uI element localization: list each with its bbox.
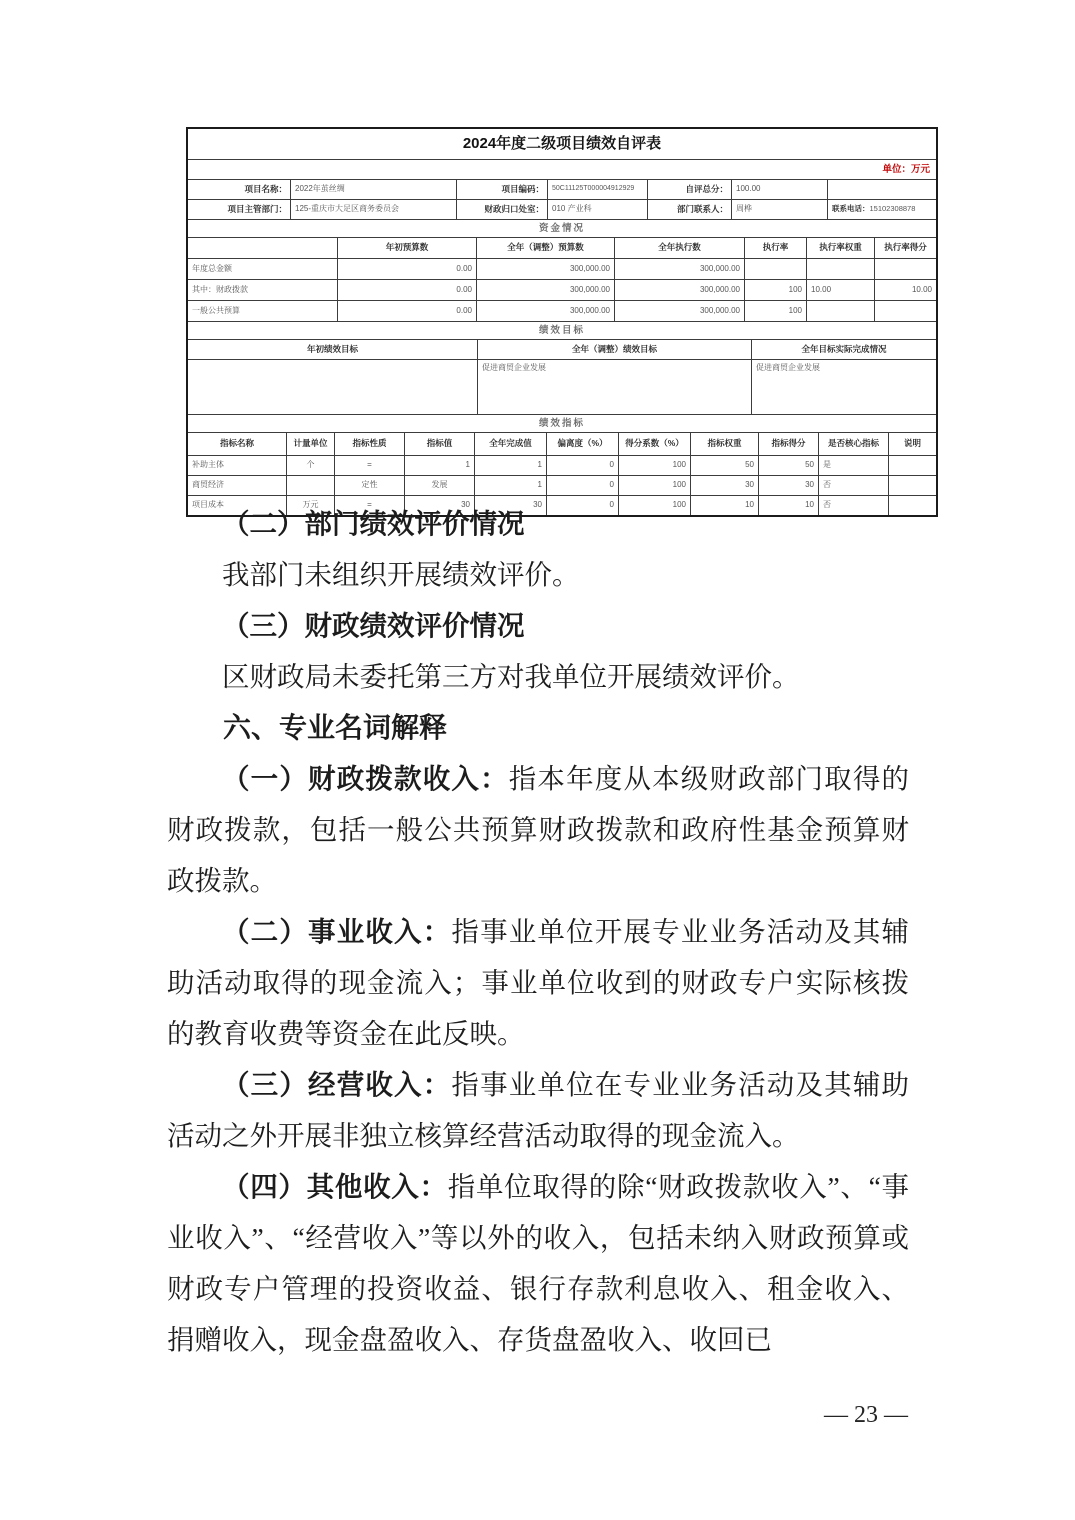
funds-row-label: 年度总金额 [188, 259, 338, 279]
office-label: 财政归口处室： [457, 200, 548, 219]
ind-header-deviation: 偏离度（%） [547, 433, 619, 455]
definition-text: 指事业单位在专业业务活动及其辅助活动之外开展非独立核算经营活动取得的现金流入。 [167, 1069, 909, 1151]
ind-cell-score: 50 [759, 456, 819, 475]
funds-cell [875, 301, 936, 321]
ind-cell-score: 30 [759, 476, 819, 495]
unit-note: 单位：万元 [188, 160, 936, 180]
ind-cell-completed: 30 [475, 496, 547, 515]
ind-cell-core: 否 [819, 496, 889, 515]
ind-cell-name: 商贸经济 [188, 476, 287, 495]
funds-cell [807, 301, 875, 321]
ind-cell-completed: 1 [475, 476, 547, 495]
funds-row-public-budget [188, 301, 936, 322]
ind-cell-note [889, 476, 936, 495]
indicator-row [188, 456, 936, 476]
funds-row-label: 一般公共预算 [188, 301, 338, 321]
indicator-row [188, 476, 936, 496]
office-value: 010 产业科 [548, 200, 648, 219]
ind-header-unit: 计量单位 [287, 433, 335, 455]
para-definition [167, 1059, 909, 1161]
funds-header-executed: 全年执行数 [615, 238, 745, 258]
targets-adjusted-value: 促进商贸企业发展 [478, 360, 752, 414]
ind-cell-weight: 30 [691, 476, 759, 495]
funds-cell [807, 259, 875, 279]
performance-self-evaluation-table [186, 127, 938, 517]
info-row-1 [188, 180, 936, 200]
ind-cell-score-coef: 100 [619, 476, 691, 495]
targets-actual-value: 促进商贸企业发展 [756, 363, 820, 372]
funds-header-row [188, 238, 936, 259]
info-row-2 [188, 200, 936, 220]
ind-cell-core: 是 [819, 456, 889, 475]
definition-lead: （三）经营收入： [222, 1069, 452, 1100]
funds-cell: 300,000.00 [615, 280, 745, 300]
funds-cell: 10.00 [807, 280, 875, 300]
document-body [167, 498, 909, 1365]
targets-header-initial: 年初绩效目标 [188, 340, 478, 359]
info-empty-cell [828, 180, 936, 199]
ind-cell-value: 1 [405, 456, 475, 475]
ind-header-note: 说明 [903, 438, 921, 448]
funds-cell: 300,000.00 [477, 301, 615, 321]
table-title: 2024年度二级项目绩效自评表 [188, 129, 936, 160]
ind-cell-weight: 10 [691, 496, 759, 515]
para-dept-evaluation: 我部门未组织开展绩效评价。 [222, 559, 580, 590]
funds-header-exec-rate: 执行率 [745, 238, 807, 258]
ind-cell-core: 否 [819, 476, 889, 495]
indicators-section-title: 绩效指标 [188, 415, 936, 433]
ind-header-score: 指标得分 [759, 433, 819, 455]
definition-lead: （一）财政拨款收入： [222, 763, 509, 794]
project-name-value: 2022年茧丝绸 [291, 180, 457, 199]
funds-header-initial-budget: 年初预算数 [338, 238, 477, 258]
phone-cell [828, 200, 936, 219]
funds-cell: 300,000.00 [615, 259, 745, 279]
ind-cell-value: 30 [405, 496, 475, 515]
ind-cell-unit [287, 476, 335, 495]
targets-header-row [188, 340, 936, 360]
funds-row-label: 其中：财政拨款 [188, 280, 338, 300]
phone-value: 15102308878 [869, 204, 916, 213]
definition-text: 指单位取得的除“财政拨款收入”、“事业收入”、“经营收入”等以外的收入，包括未纳入财政预算或财政专户管理的投资收益、银行存款利息收入、租金收入、捐赠收入，现金盘盈收入、存货盘盈收入、收回已 [167, 1171, 910, 1355]
ind-cell-note [889, 456, 936, 475]
funds-cell: 100 [745, 280, 807, 300]
targets-content-row [188, 360, 936, 415]
self-score-label: 自评总分： [648, 180, 732, 199]
ind-cell-completed: 1 [475, 456, 547, 475]
ind-cell-nature: 定性 [335, 476, 405, 495]
dept-value: 125-重庆市大足区商务委员会 [291, 200, 457, 219]
para-fiscal-evaluation: 区财政局未委托第三方对我单位开展绩效评价。 [222, 661, 800, 692]
funds-cell [745, 259, 807, 279]
ind-cell-nature: = [335, 496, 405, 515]
targets-initial-value [188, 360, 478, 414]
ind-cell-unit: 万元 [287, 496, 335, 515]
ind-cell-score-coef: 100 [619, 456, 691, 475]
ind-cell-name: 项目成本 [188, 496, 287, 515]
ind-cell-name: 补助主体 [188, 456, 287, 475]
page-number: — 23 — [824, 1402, 908, 1428]
ind-cell-deviation: 0 [547, 496, 619, 515]
funds-cell: 300,000.00 [615, 301, 745, 321]
funds-row-fiscal [188, 280, 936, 301]
phone-label: 联系电话： [832, 204, 870, 213]
funds-section-title: 资金情况 [188, 220, 936, 238]
funds-header-blank [188, 238, 338, 258]
ind-cell-score-coef: 100 [619, 496, 691, 515]
ind-header-nature: 指标性质 [335, 433, 405, 455]
heading-fiscal-evaluation: （三）财政绩效评价情况 [222, 610, 525, 641]
ind-header-name: 指标名称 [188, 433, 287, 455]
ind-cell-unit: 个 [287, 456, 335, 475]
ind-cell-weight: 50 [691, 456, 759, 475]
targets-header-adjusted: 全年（调整）绩效目标 [478, 340, 752, 359]
project-code-label: 项目编码： [457, 180, 548, 199]
project-code-value: 50C11125T000004912929 [548, 180, 648, 199]
ind-header-completed: 全年完成值 [475, 433, 547, 455]
definition-lead: （四）其他收入： [222, 1171, 448, 1202]
indicators-header-row [188, 433, 936, 456]
ind-cell-value: 发展 [405, 476, 475, 495]
funds-cell: 300,000.00 [477, 280, 615, 300]
definition-text: 指本年度从本级财政部门取得的财政拨款，包括一般公共预算财政拨款和政府性基金预算财政拨款。 [167, 763, 910, 896]
funds-row-total [188, 259, 936, 280]
funds-header-exec-weight: 执行率权重 [807, 238, 875, 258]
self-score-value: 100.00 [732, 180, 828, 199]
funds-cell: 0.00 [338, 259, 477, 279]
heading-dept-evaluation: （二）部门绩效评价情况 [222, 508, 525, 539]
ind-cell-nature: = [335, 456, 405, 475]
dept-label: 项目主管部门： [188, 200, 291, 219]
ind-header-core: 是否核心指标 [819, 433, 889, 455]
para-definition [167, 1161, 909, 1365]
funds-header-adjusted-budget: 全年（调整）预算数 [477, 238, 615, 258]
funds-cell: 300,000.00 [477, 259, 615, 279]
ind-cell-score: 10 [759, 496, 819, 515]
heading-terminology: 六、专业名词解释 [223, 712, 448, 743]
definition-lead: （二）事业收入： [222, 916, 452, 947]
targets-header-actual: 全年目标实际完成情况 [801, 344, 887, 354]
para-definition [167, 906, 909, 1059]
funds-cell: 10.00 [911, 285, 932, 294]
ind-header-weight: 指标权重 [691, 433, 759, 455]
targets-section-title: 绩效目标 [188, 322, 936, 340]
funds-cell: 100 [745, 301, 807, 321]
funds-header-exec-score: 执行率得分 [884, 242, 927, 252]
ind-header-value: 指标值 [405, 433, 475, 455]
definition-text: 指事业单位开展专业业务活动及其辅助活动取得的现金流入；事业单位收到的财政专户实际核拨的教育收费等资金在此反映。 [167, 916, 909, 1049]
funds-cell: 0.00 [338, 280, 477, 300]
project-name-label: 项目名称： [188, 180, 291, 199]
para-definition [167, 753, 909, 906]
funds-cell: 0.00 [338, 301, 477, 321]
ind-cell-deviation: 0 [547, 456, 619, 475]
funds-cell [875, 259, 936, 279]
contact-label: 部门联系人： [648, 200, 732, 219]
contact-value: 周桦 [732, 200, 828, 219]
ind-header-score-coef: 得分系数（%） [619, 433, 691, 455]
ind-cell-deviation: 0 [547, 476, 619, 495]
